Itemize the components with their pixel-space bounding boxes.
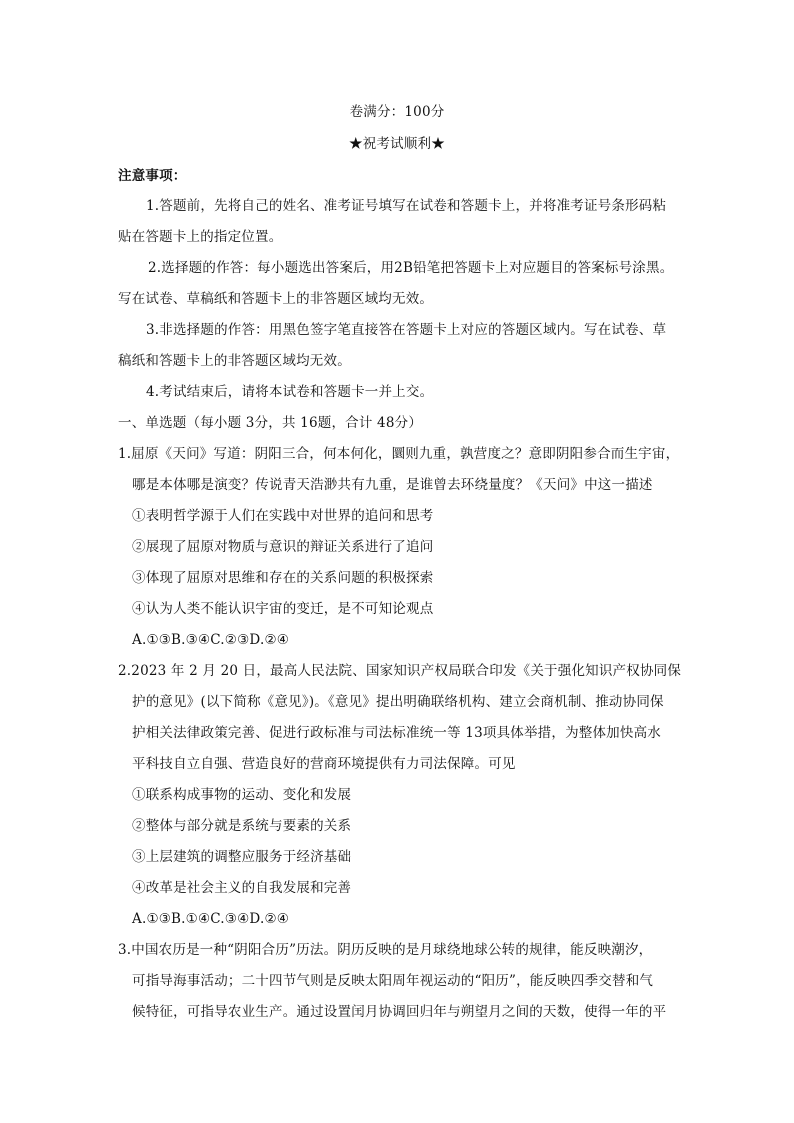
- question-2-stem-line-4: 平科技自立自强、营造良好的营商环境提供有力司法保障。可见: [132, 756, 516, 772]
- question-1-option-4: ④认为人类不能认识宇宙的变迁，是不可知论观点: [132, 601, 434, 617]
- question-1-option-1: ①表明哲学源于人们在实践中对世界的追问和思考: [132, 508, 434, 524]
- question-2-option-3: ③上层建筑的调整应服务于经济基础: [132, 849, 352, 865]
- full-score-line: 卷满分：100分: [349, 104, 445, 120]
- question-3-stem-line-2: 可指导海事活动；二十四节气则是反映太阳周年视运动的“阳历”，能反映四季交替和气: [132, 973, 654, 989]
- question-2-option-1: ①联系构成事物的运动、变化和发展: [132, 787, 352, 803]
- notice-item-1-line-2: 贴在答题卡上的指定位置。: [118, 229, 283, 245]
- question-2-option-2: ②整体与部分就是系统与要素的关系: [132, 818, 352, 834]
- question-3-stem-line-3: 候特征，可指导农业生产。通过设置闰月协调回归年与朔望月之间的天数，使得一年的平: [132, 1004, 667, 1020]
- notice-item-2-line-2: 写在试卷、草稿纸和答题卡上的非答题区域均无效。: [118, 291, 434, 307]
- question-1-stem-line-1: 1.屈原《天问》写道：阴阳三合，何本何化，圜则九重，孰营度之？意即阴阳参合而生宇宙，: [118, 446, 680, 462]
- question-2-option-4: ④改革是社会主义的自我发展和完善: [132, 880, 352, 896]
- notice-item-3-line-1: 3.非选择题的作答：用黑色签字笔直接答在答题卡上对应的答题区域内。写在试卷、草: [146, 322, 667, 338]
- question-1-stem-line-2: 哪是本体哪是演变？传说青天浩渺共有九重，是谁曾去环绕量度？《天问》中这一描述: [132, 477, 653, 493]
- notice-title: 注意事项：: [118, 168, 187, 184]
- question-1-option-2: ②展现了屈原对物质与意识的辩证关系进行了追问: [132, 539, 434, 555]
- good-luck-line: ★祝考试顺利★: [349, 136, 445, 152]
- section-title: 一、单选题（每小题 3分，共 16题，合计 48分）: [118, 415, 423, 431]
- question-2-stem-line-1: 2.2023 年 2 月 20 日，最高人民法院、国家知识产权局联合印发《关于强化知识产权协同保: [118, 663, 682, 679]
- notice-item-2-line-1: 2.选择题的作答：每小题选出答案后，用2B铅笔把答题卡上对应题目的答案标号涂黑。: [148, 260, 674, 276]
- question-2-choices: A.①③B.①④C.③④D.②④: [132, 911, 290, 927]
- question-1-choices: A.①③B.③④C.②③D.②④: [132, 632, 290, 648]
- question-3-stem-line-1: 3.中国农历是一种“阴阳合历”历法。阴历反映的是月球绕地球公转的规律，能反映潮汐，: [118, 942, 653, 958]
- notice-item-4-line-1: 4.考试结束后，请将本试卷和答题卡一并上交。: [146, 384, 434, 400]
- question-2-stem-line-2: 护的意见》(以下简称《意见》)。《意见》提出明确联络机构、建立会商机制、推动协同保: [132, 694, 664, 710]
- notice-item-1-line-1: 1.答题前，先将自己的姓名、准考证号填写在试卷和答题卡上，并将准考证号条形码粘: [146, 198, 667, 214]
- question-2-stem-line-3: 护相关法律政策完善、促进行政标准与司法标准统一等 13项具体举措，为整体加快高水: [132, 725, 661, 741]
- question-1-option-3: ③体现了屈原对思维和存在的关系问题的积极探索: [132, 570, 434, 586]
- notice-item-3-line-2: 稿纸和答题卡上的非答题区域均无效。: [118, 353, 351, 369]
